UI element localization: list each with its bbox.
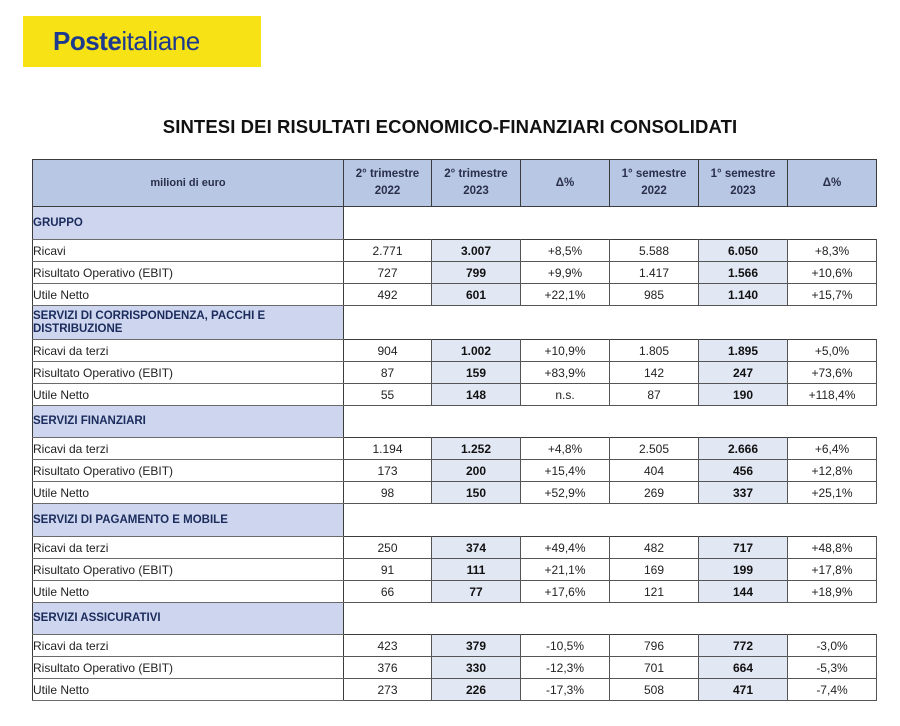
- row-label: Risultato Operativo (EBIT): [33, 559, 344, 581]
- header-cell-q2-2022: 2° trimestre 2022: [344, 160, 432, 207]
- cell-h1-2022: 796: [610, 635, 699, 657]
- cell-q2-2022: 87: [344, 362, 432, 384]
- cell-q2-2023: 3.007: [432, 240, 521, 262]
- table-row: [33, 262, 877, 284]
- row-label: Utile Netto: [33, 384, 344, 406]
- row-label: Ricavi da terzi: [33, 537, 344, 559]
- cell-h1-2023: 337: [699, 482, 788, 504]
- financial-results-table: [32, 159, 877, 701]
- cell-delta-quarter: +10,9%: [521, 340, 610, 362]
- row-label: Risultato Operativo (EBIT): [33, 262, 344, 284]
- cell-delta-semester: +8,3%: [788, 240, 877, 262]
- cell-q2-2023: 150: [432, 482, 521, 504]
- cell-q2-2023: 148: [432, 384, 521, 406]
- cell-delta-semester: +15,7%: [788, 284, 877, 306]
- header-cell-h1-2022: 1° semestre 2022: [610, 160, 699, 207]
- logo-wordmark: [53, 26, 200, 57]
- cell-h1-2022: 169: [610, 559, 699, 581]
- cell-h1-2023: 1.140: [699, 284, 788, 306]
- row-label: Utile Netto: [33, 679, 344, 701]
- cell-h1-2023: 1.566: [699, 262, 788, 284]
- cell-h1-2022: 121: [610, 581, 699, 603]
- cell-h1-2022: 404: [610, 460, 699, 482]
- cell-q2-2022: 173: [344, 460, 432, 482]
- cell-q2-2023: 601: [432, 284, 521, 306]
- cell-q2-2022: 91: [344, 559, 432, 581]
- cell-h1-2023: 6.050: [699, 240, 788, 262]
- cell-q2-2022: 66: [344, 581, 432, 603]
- table-row: [33, 559, 877, 581]
- cell-h1-2023: 2.666: [699, 438, 788, 460]
- cell-q2-2022: 727: [344, 262, 432, 284]
- logo-text-italiane: italiane: [121, 26, 200, 56]
- cell-delta-semester: +5,0%: [788, 340, 877, 362]
- cell-delta-semester: +118,4%: [788, 384, 877, 406]
- cell-h1-2023: 717: [699, 537, 788, 559]
- cell-delta-semester: -3,0%: [788, 635, 877, 657]
- cell-delta-semester: +10,6%: [788, 262, 877, 284]
- cell-delta-quarter: +9,9%: [521, 262, 610, 284]
- cell-q2-2023: 330: [432, 657, 521, 679]
- table-row: [33, 284, 877, 306]
- table-row: [33, 537, 877, 559]
- cell-delta-quarter: +83,9%: [521, 362, 610, 384]
- cell-delta-quarter: +4,8%: [521, 438, 610, 460]
- cell-q2-2023: 799: [432, 262, 521, 284]
- cell-h1-2023: 456: [699, 460, 788, 482]
- cell-q2-2022: 904: [344, 340, 432, 362]
- cell-q2-2023: 111: [432, 559, 521, 581]
- cell-delta-semester: +6,4%: [788, 438, 877, 460]
- section-header-row: [33, 406, 877, 438]
- cell-h1-2022: 87: [610, 384, 699, 406]
- cell-delta-semester: +18,9%: [788, 581, 877, 603]
- section-header-row: [33, 504, 877, 537]
- table-row: [33, 679, 877, 701]
- section-title: SERVIZI DI PAGAMENTO E MOBILE: [33, 504, 344, 537]
- cell-q2-2022: 2.771: [344, 240, 432, 262]
- table-row: [33, 362, 877, 384]
- section-spacer: [344, 406, 877, 438]
- cell-delta-quarter: +8,5%: [521, 240, 610, 262]
- row-label: Ricavi: [33, 240, 344, 262]
- cell-h1-2023: 199: [699, 559, 788, 581]
- cell-h1-2023: 471: [699, 679, 788, 701]
- table-row: [33, 657, 877, 679]
- cell-h1-2022: 1.417: [610, 262, 699, 284]
- cell-h1-2022: 269: [610, 482, 699, 504]
- header-cell-q2-2023: 2° trimestre 2023: [432, 160, 521, 207]
- cell-q2-2023: 200: [432, 460, 521, 482]
- row-label: Ricavi da terzi: [33, 438, 344, 460]
- cell-q2-2022: 250: [344, 537, 432, 559]
- cell-q2-2022: 492: [344, 284, 432, 306]
- header-cell-delta-semester: Δ%: [788, 160, 877, 207]
- cell-h1-2023: 664: [699, 657, 788, 679]
- section-header-row: [33, 603, 877, 635]
- cell-q2-2022: 1.194: [344, 438, 432, 460]
- cell-h1-2022: 2.505: [610, 438, 699, 460]
- cell-h1-2022: 508: [610, 679, 699, 701]
- cell-q2-2023: 1.252: [432, 438, 521, 460]
- row-label: Risultato Operativo (EBIT): [33, 362, 344, 384]
- table-row: [33, 438, 877, 460]
- cell-delta-quarter: -17,3%: [521, 679, 610, 701]
- header-cell-delta-quarter: Δ%: [521, 160, 610, 207]
- cell-delta-quarter: +49,4%: [521, 537, 610, 559]
- cell-delta-semester: -7,4%: [788, 679, 877, 701]
- cell-h1-2023: 1.895: [699, 340, 788, 362]
- cell-q2-2022: 55: [344, 384, 432, 406]
- header-cell-label: milioni di euro: [33, 160, 344, 207]
- cell-h1-2022: 701: [610, 657, 699, 679]
- logo-text-poste: Poste: [53, 26, 122, 56]
- row-label: Risultato Operativo (EBIT): [33, 460, 344, 482]
- cell-h1-2022: 5.588: [610, 240, 699, 262]
- cell-delta-semester: +12,8%: [788, 460, 877, 482]
- row-label: Ricavi da terzi: [33, 340, 344, 362]
- cell-q2-2023: 159: [432, 362, 521, 384]
- page-title: SINTESI DEI RISULTATI ECONOMICO-FINANZIARI CONSOLIDATI: [162, 116, 738, 137]
- header-row: [33, 160, 877, 207]
- cell-delta-quarter: +17,6%: [521, 581, 610, 603]
- cell-q2-2022: 423: [344, 635, 432, 657]
- cell-delta-quarter: n.s.: [521, 384, 610, 406]
- cell-q2-2023: 1.002: [432, 340, 521, 362]
- cell-q2-2022: 376: [344, 657, 432, 679]
- cell-delta-semester: +17,8%: [788, 559, 877, 581]
- table-row: [33, 384, 877, 406]
- section-spacer: [344, 306, 877, 340]
- row-label: Utile Netto: [33, 284, 344, 306]
- row-label: Risultato Operativo (EBIT): [33, 657, 344, 679]
- row-label: Utile Netto: [33, 482, 344, 504]
- table-row: [33, 460, 877, 482]
- cell-delta-semester: +73,6%: [788, 362, 877, 384]
- section-title: SERVIZI DI CORRISPONDENZA, PACCHI E DISTRIBUZIONE: [33, 306, 344, 340]
- header-cell-h1-2023: 1° semestre 2023: [699, 160, 788, 207]
- cell-q2-2022: 273: [344, 679, 432, 701]
- cell-h1-2022: 1.805: [610, 340, 699, 362]
- row-label: Utile Netto: [33, 581, 344, 603]
- cell-h1-2023: 190: [699, 384, 788, 406]
- cell-delta-quarter: -12,3%: [521, 657, 610, 679]
- cell-h1-2023: 772: [699, 635, 788, 657]
- table-row: [33, 635, 877, 657]
- cell-q2-2022: 98: [344, 482, 432, 504]
- cell-delta-quarter: +52,9%: [521, 482, 610, 504]
- cell-h1-2022: 985: [610, 284, 699, 306]
- table-row: [33, 482, 877, 504]
- section-spacer: [344, 504, 877, 537]
- cell-delta-semester: +48,8%: [788, 537, 877, 559]
- cell-delta-semester: +25,1%: [788, 482, 877, 504]
- cell-h1-2022: 142: [610, 362, 699, 384]
- cell-delta-quarter: +21,1%: [521, 559, 610, 581]
- cell-delta-quarter: +22,1%: [521, 284, 610, 306]
- row-label: Ricavi da terzi: [33, 635, 344, 657]
- cell-h1-2023: 247: [699, 362, 788, 384]
- section-spacer: [344, 207, 877, 240]
- cell-h1-2022: 482: [610, 537, 699, 559]
- cell-q2-2023: 374: [432, 537, 521, 559]
- cell-q2-2023: 226: [432, 679, 521, 701]
- table-row: [33, 581, 877, 603]
- table-row: [33, 340, 877, 362]
- section-header-row: [33, 207, 877, 240]
- section-title: SERVIZI ASSICURATIVI: [33, 603, 344, 635]
- table-row: [33, 240, 877, 262]
- section-title: SERVIZI FINANZIARI: [33, 406, 344, 438]
- cell-delta-quarter: +15,4%: [521, 460, 610, 482]
- cell-delta-quarter: -10,5%: [521, 635, 610, 657]
- section-header-row: [33, 306, 877, 340]
- section-title: GRUPPO: [33, 207, 344, 240]
- cell-delta-semester: -5,3%: [788, 657, 877, 679]
- cell-q2-2023: 379: [432, 635, 521, 657]
- cell-q2-2023: 77: [432, 581, 521, 603]
- section-spacer: [344, 603, 877, 635]
- poste-italiane-logo: [23, 16, 261, 67]
- cell-h1-2023: 144: [699, 581, 788, 603]
